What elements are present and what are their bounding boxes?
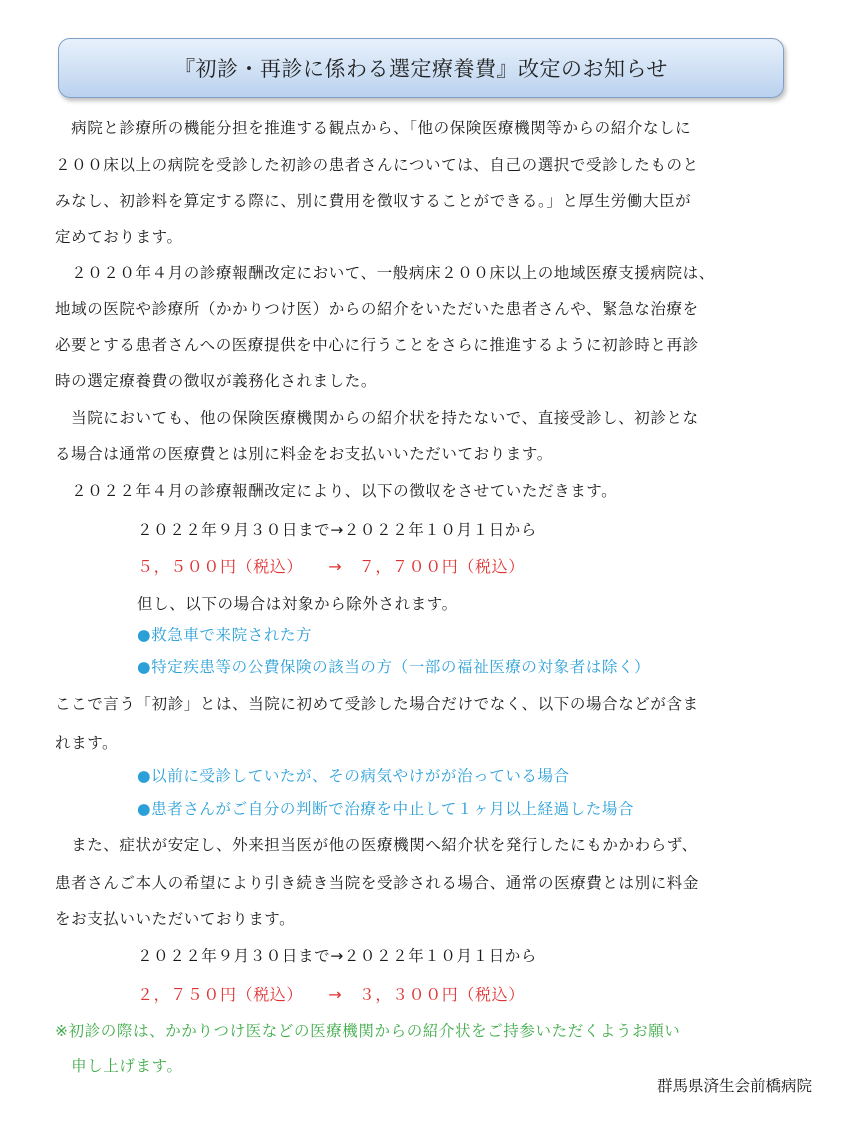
paragraph-5-line-1: ここで言う「初診」とは、当院に初めて受診した場合だけでなく、以下の場合などが含ま: [55, 695, 699, 713]
fee-initial-visit: ５，５００円（税込） → ７，７００円（税込）: [137, 557, 525, 576]
initial-case-item: ●患者さんがご自分の判断で治療を中止して１ヶ月以上経過した場合: [137, 800, 635, 818]
paragraph-4: ２０２２年４月の診療報酬改定により、以下の徴収をさせていただきます。: [55, 482, 618, 500]
paragraph-2-line-1: ２０２０年４月の診療報酬改定において、一般病床２００床以上の地域医療支援病院は、: [55, 264, 715, 282]
paragraph-6-line-1: また、症状が安定し、外来担当医が他の医療機関へ紹介状を発行したにもかかわらず、: [55, 836, 698, 854]
paragraph-2-line-2: 地域の医院や診療所（かかりつけ医）からの紹介をいただいた患者さんや、緊急な治療を: [55, 300, 699, 318]
paragraph-1-line-3: みなし、初診料を算定する際に、別に費用を徴収することができる。」と厚生労働大臣が: [55, 192, 692, 210]
paragraph-3-line-2: る場合は通常の医療費とは別に料金をお支払いいただいております。: [55, 445, 553, 463]
fee-return-visit: ２，７５０円（税込） → ３，３００円（税込）: [137, 985, 525, 1004]
title-box: [58, 38, 784, 98]
hospital-signature: 群馬県済生会前橋病院: [656, 1077, 812, 1095]
referral-note-line-2: 申し上げます。: [55, 1057, 183, 1075]
paragraph-5-line-2: れます。: [55, 734, 119, 752]
paragraph-1-line-2: ２００床以上の病院を受診した初診の患者さんについては、自己の選択で受診したものと: [55, 156, 699, 174]
date-change-line-2: ２０２２年９月３０日まで→２０２２年１０月１日から: [137, 947, 537, 965]
paragraph-3-line-1: 当院においても、他の保険医療機関からの紹介状を持たないで、直接受診し、初診とな: [55, 409, 699, 427]
paragraph-1-line-4: 定めております。: [55, 228, 183, 246]
paragraph-2-line-3: 必要とする患者さんへの医療提供を中心に行うことをさらに推進するように初診時と再診: [55, 336, 699, 354]
date-change-line-1: ２０２２年９月３０日まで→２０２２年１０月１日から: [137, 521, 537, 539]
exception-item: ●救急車で来院された方: [137, 626, 313, 644]
initial-case-item: ●以前に受診していたが、その病気やけがが治っている場合: [137, 767, 570, 785]
referral-note-line-1: ※初診の際は、かかりつけ医などの医療機関からの紹介状をご持参いただくようお願い: [55, 1022, 681, 1040]
exception-item: ●特定疾患等の公費保険の該当の方（一部の福祉医療の対象者は除く）: [137, 658, 651, 676]
page-title: 『初診・再診に係わる選定療養費』改定のお知らせ: [174, 57, 668, 81]
paragraph-2-line-4: 時の選定療養費の徴収が義務化されました。: [55, 372, 378, 390]
exception-intro: 但し、以下の場合は対象から除外されます。: [137, 595, 458, 613]
paragraph-6-line-3: をお支払いいただいております。: [55, 910, 296, 928]
paragraph-6-line-2: 患者さんご本人の希望により引き続き当院を受診される場合、通常の医療費とは別に料金: [55, 874, 700, 892]
paragraph-1-line-1: 病院と診療所の機能分担を推進する観点から、「他の保険医療機関等からの紹介なしに: [55, 119, 692, 137]
